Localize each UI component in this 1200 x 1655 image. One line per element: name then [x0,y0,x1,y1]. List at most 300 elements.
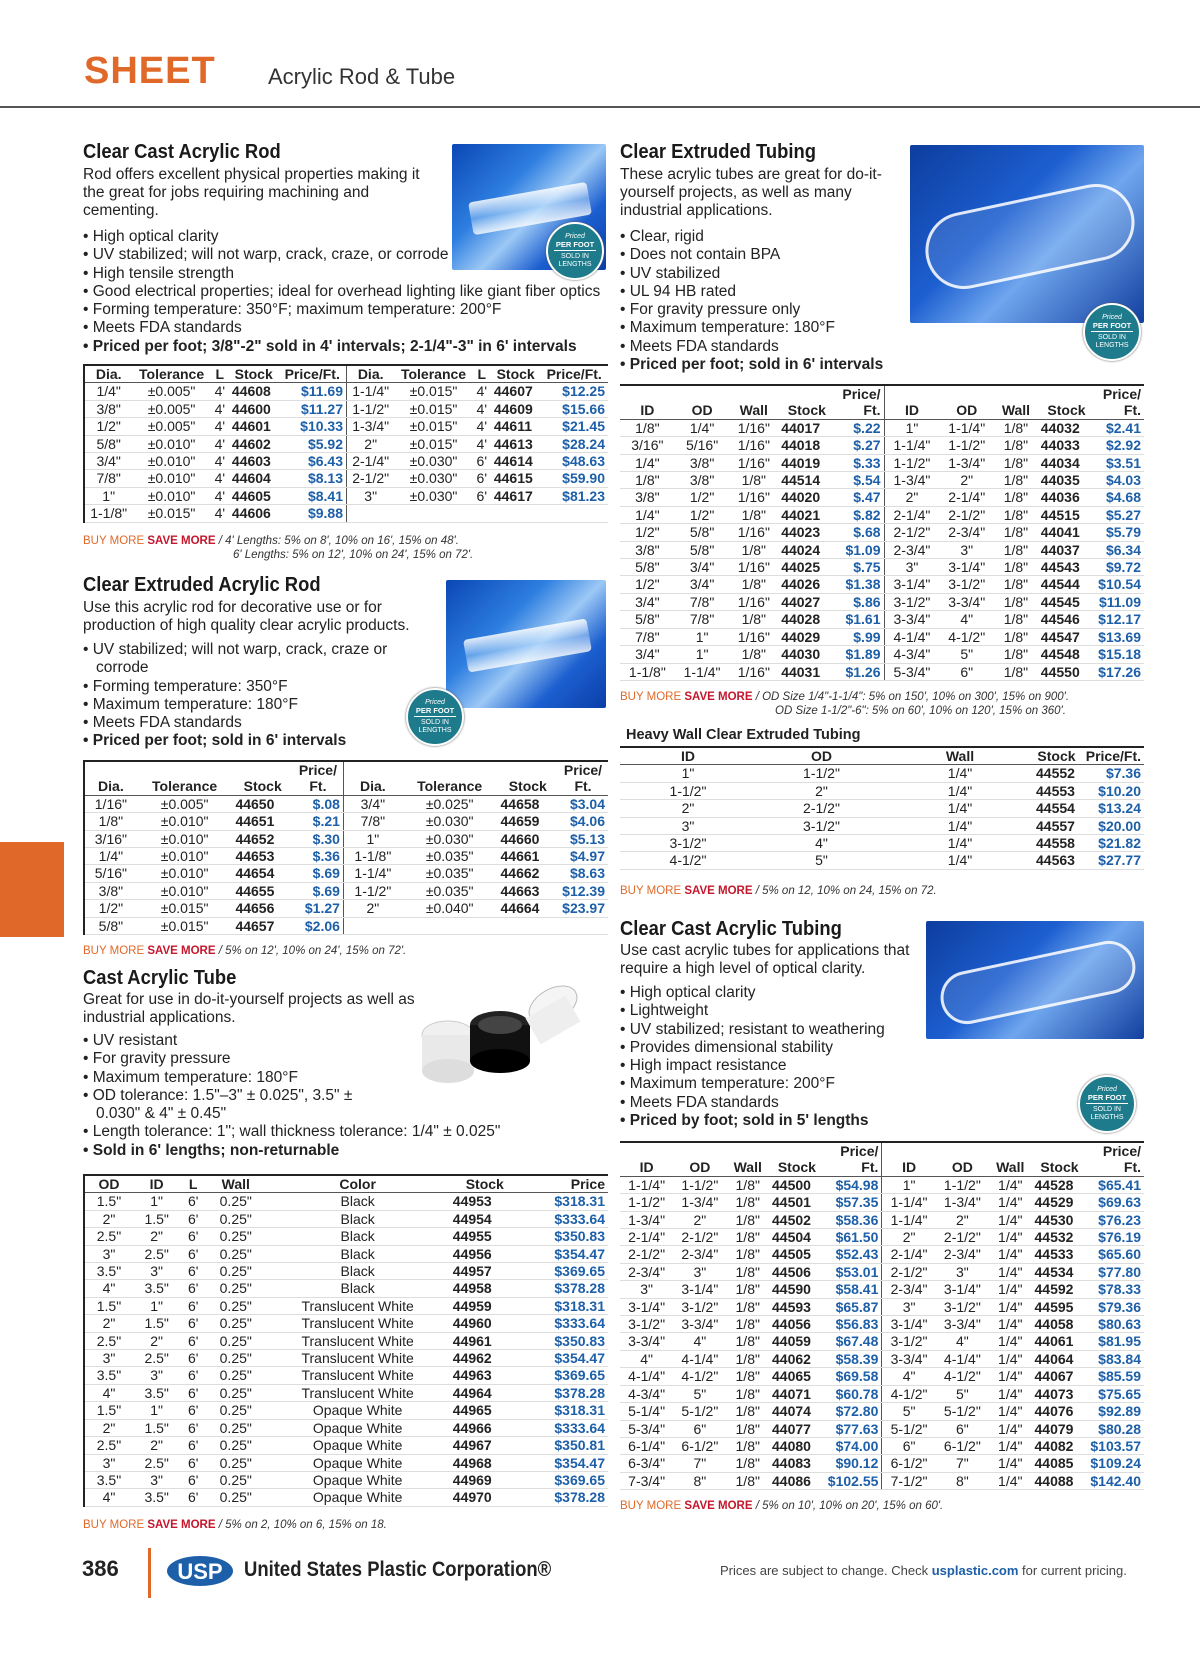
table-cell: 4' [211,400,229,417]
table-cell: 1/8" [994,646,1038,663]
table-cell: 1/4" [887,765,1033,782]
table-row [84,453,608,470]
stock-cell: 44600 [229,400,279,417]
stock-cell: 44595 [1032,1298,1088,1315]
table-cell: Opaque White [266,1419,450,1436]
stock-cell: 44026 [778,576,835,593]
table-cell: 1/8" [726,1350,769,1367]
stock-cell: 44593 [769,1298,825,1315]
table-cell: 3" [133,1471,180,1488]
table-cell [473,505,491,522]
table-cell: 6' [180,1367,206,1384]
table-cell: 4" [84,1489,133,1506]
feature-item: • Maximum temperature: 200°F [620,1075,1070,1093]
table-cell: 1/8" [726,1420,769,1437]
stock-cell: 44027 [778,593,835,610]
table-cell: ±0.010" [137,813,233,830]
price-cell: $1.09 [836,541,885,558]
feature-item: • UV stabilized [620,265,1020,283]
table-cell: 6' [180,1332,206,1349]
table-cell: 6' [180,1437,206,1454]
table-cell: 6-1/4" [620,1437,673,1454]
table-cell: 1-3/4" [620,1211,673,1228]
table-cell: 7/8" [675,593,730,610]
price-cell: $58.36 [825,1211,882,1228]
table-row [84,1437,608,1454]
table-cell: 3-1/4" [936,1281,989,1298]
stock-cell: 44962 [450,1350,520,1367]
stock-cell: 44662 [498,865,559,882]
price-cell: $1.38 [836,576,885,593]
table-cell: 4' [473,435,491,452]
table-cell: 1/8" [726,1333,769,1350]
stock-cell: 44023 [778,524,835,541]
price-cell: $1.89 [836,646,885,663]
table-cell: 4' [211,487,229,504]
table-cell: ±0.030" [402,813,498,830]
table-cell: 5/8" [620,559,675,576]
table-cell: ±0.015" [394,418,472,435]
table-cell: 6-1/2" [936,1437,989,1454]
table-cell: 2-1/2" [620,1246,673,1263]
price-cell: $10.33 [278,418,346,435]
price-cell: $77.80 [1087,1263,1144,1280]
heavy-wall-save-more: BUY MORE SAVE MORE / 5% on 12, 10% on 24, 15% on 72. [620,885,937,897]
table-cell: 0.25" [206,1297,266,1314]
table-cell: 2-1/2" [939,506,994,523]
table-cell: 3.5" [133,1384,180,1401]
price-cell: $333.64 [520,1315,608,1332]
table-cell: 6' [180,1489,206,1506]
table-row [620,1176,1144,1193]
table-cell: 1/8" [620,472,675,489]
table-cell: 3-1/2" [756,817,887,834]
table-cell: 3-1/2" [939,576,994,593]
table-row [84,505,608,522]
stock-cell: 44037 [1038,541,1095,558]
table-cell: 6' [180,1280,206,1297]
price-cell: $4.68 [1095,489,1144,506]
table-cell: ±0.015" [137,900,233,917]
table-row [84,1245,608,1262]
stock-cell: 44065 [769,1368,825,1385]
table-cell: 3-3/4" [936,1316,989,1333]
clear-cast-rod-save-more: BUY MORE SAVE MORE / 4' Lengths: 5% on 8', 10% on 16', 15% on 48'. 6' Lengths: 5% on 12', 10% on 24', 15% on 72'. [83,535,474,561]
stock-cell: 44607 [491,383,541,400]
clear-cast-tubing-save-more: BUY MORE SAVE MORE / 5% on 10', 10% on 20', 15% on 60'. [620,1500,944,1512]
price-cell: $56.83 [825,1316,882,1333]
table-row [620,1211,1144,1228]
table-row [620,852,1144,869]
table-row [620,593,1144,610]
stock-cell: 44563 [1033,852,1080,869]
price-cell: $59.90 [540,470,608,487]
stock-cell: 44061 [1032,1333,1088,1350]
table-cell: 1-1/2" [936,1176,989,1193]
table-cell: 5/8" [84,917,137,934]
price-cell: $354.47 [520,1350,608,1367]
table-cell: 6-3/4" [620,1455,673,1472]
price-cell: $4.06 [558,813,608,830]
table-cell: 7/8" [84,470,132,487]
stock-cell: 44657 [232,917,292,934]
table-row [84,470,608,487]
table-cell: 6' [180,1350,206,1367]
table-cell: 1/8" [726,1229,769,1246]
table-cell: 3" [620,817,756,834]
price-cell: $8.63 [558,865,608,882]
table-cell: 1/4" [989,1437,1032,1454]
stock-cell: 44548 [1038,646,1095,663]
table-cell: 2" [882,1229,936,1246]
price-cell: $23.97 [558,900,608,917]
stock-cell: 44530 [1032,1211,1088,1228]
table-cell: 1.5" [133,1315,180,1332]
stock-cell: 44590 [769,1281,825,1298]
table-cell: 4' [473,418,491,435]
feature-item: • Clear, rigid [620,228,1020,246]
price-cell: $.69 [293,882,344,899]
table-cell: 4' [211,453,229,470]
stock-cell: 44956 [450,1245,520,1262]
table-cell: 4' [211,470,229,487]
table-cell: Black [266,1280,450,1297]
table-cell: 1/4" [887,800,1033,817]
table-cell: 3/4" [343,795,401,812]
stock-cell: 44613 [491,435,541,452]
table-cell: 2-3/4" [620,1263,673,1280]
feature-item: • High tensile strength [83,265,608,283]
table-cell: 3.5" [84,1367,133,1384]
table-cell: 5" [936,1385,989,1402]
table-cell: 1/8" [994,559,1038,576]
table-cell: 4-1/4" [936,1350,989,1367]
stock-cell: 44515 [1038,506,1095,523]
table-cell: 6' [180,1315,206,1332]
table-cell: 2" [133,1228,180,1245]
stock-cell: 44969 [450,1471,520,1488]
table-cell: 2.5" [133,1454,180,1471]
table-cell: 2" [84,1419,133,1436]
table-cell: 1/2" [675,506,730,523]
price-cell: $369.65 [520,1367,608,1384]
price-cell: $67.48 [825,1333,882,1350]
table-cell: 3-1/2" [882,1333,936,1350]
table-cell: 1-1/8" [620,663,675,680]
table-row [84,813,608,830]
table-cell: 5" [882,1403,936,1420]
price-cell: $11.09 [1095,593,1144,610]
table-row [620,1316,1144,1333]
priced-per-foot-badge: Priced PER FOOT SOLD IN LENGTHS [1078,1075,1136,1133]
stock-cell: 44514 [778,472,835,489]
table-cell: 1.5" [84,1193,133,1210]
feature-item: • UV stabilized; will not warp, crack, craze, or corrode [83,246,608,264]
table-row [620,541,1144,558]
table-cell: 4-3/4" [620,1385,673,1402]
table-cell: 1/4" [989,1229,1032,1246]
stock-cell: 44558 [1033,835,1080,852]
table-cell: 1/16" [729,437,778,454]
clear-cast-tubing-title: Clear Cast Acrylic Tubing [620,918,842,940]
price-cell: $28.24 [540,435,608,452]
table-cell: 0.25" [206,1489,266,1506]
table-cell: 1/4" [989,1403,1032,1420]
table-cell: 3.5" [133,1489,180,1506]
table-row [620,1333,1144,1350]
table-cell: 1/8" [994,454,1038,471]
table-cell: 1-1/4" [343,865,401,882]
table-cell: 1/4" [675,419,730,436]
price-cell: $53.01 [825,1263,882,1280]
table-cell: 1/8" [726,1472,769,1489]
price-cell: $77.63 [825,1420,882,1437]
price-cell: $78.33 [1087,1281,1144,1298]
table-cell: 6" [939,663,994,680]
price-cell: $13.24 [1080,800,1144,817]
stock-cell: 44058 [1032,1316,1088,1333]
table-row [620,1194,1144,1211]
price-cell: $80.63 [1087,1316,1144,1333]
feature-item: • Sold in 6' lengths; non-returnable [83,1142,608,1160]
table-cell: 6" [673,1420,726,1437]
stock-cell: 44056 [769,1316,825,1333]
table-cell: 2" [133,1332,180,1349]
price-cell: $5.92 [278,435,346,452]
stock-cell: 44059 [769,1333,825,1350]
price-cell: $.75 [836,559,885,576]
table-cell: 1-1/4" [675,663,730,680]
price-cell: $5.13 [558,830,608,847]
cast-tube-features [83,1032,608,1160]
table-cell: 5/8" [675,524,730,541]
stock-cell: 44029 [778,628,835,645]
table-cell: 1/16" [729,593,778,610]
table-cell: 1/8" [726,1281,769,1298]
table-cell: 3" [133,1367,180,1384]
table-row [620,524,1144,541]
feature-item: • Priced by foot; sold in 5' lengths [620,1112,1070,1130]
table-cell: 3" [84,1454,133,1471]
table-cell: 1/4" [989,1176,1032,1193]
table-cell: 1/8" [729,506,778,523]
table-cell: 3-3/4" [882,1350,936,1367]
clear-cast-rod-features [83,228,608,356]
stock-cell: 44592 [1032,1281,1088,1298]
table-row [84,830,608,847]
table-row [84,1315,608,1332]
table-cell: 2" [620,800,756,817]
table-cell: 6" [936,1420,989,1437]
price-cell: $79.36 [1087,1298,1144,1315]
price-cell: $103.57 [1087,1437,1144,1454]
table-cell: 3-1/4" [620,1298,673,1315]
table-cell: 8" [936,1472,989,1489]
table-row [84,1297,608,1314]
stock-cell: 44041 [1038,524,1095,541]
table-cell: 4-1/4" [620,1368,673,1385]
table-cell: 1/8" [620,419,675,436]
table-cell: Opaque White [266,1471,450,1488]
table-cell: 3-1/4" [882,1316,936,1333]
table-row [84,882,608,899]
table-cell: Translucent White [266,1367,450,1384]
table-cell: 1/8" [726,1403,769,1420]
table-row [84,1332,608,1349]
stock-cell: 44505 [769,1246,825,1263]
table-cell: ±0.010" [137,830,233,847]
table-cell: 5/8" [675,541,730,558]
table-cell: 1/8" [994,489,1038,506]
table-cell: 2-1/2" [882,1263,936,1280]
table-cell: ±0.010" [137,848,233,865]
stock-cell: 44528 [1032,1176,1088,1193]
feature-item: • For gravity pressure only [620,301,1020,319]
table-cell: Black [266,1245,450,1262]
table-row [620,489,1144,506]
price-cell: $65.87 [825,1298,882,1315]
table-cell: 1-1/4" [347,383,395,400]
table-cell: Opaque White [266,1402,450,1419]
clear-cast-tubing-features [620,984,1070,1130]
price-cell: $.22 [836,419,885,436]
stock-cell: 44554 [1033,800,1080,817]
stock-cell: 44032 [1038,419,1095,436]
table-row [620,782,1144,799]
stock-cell: 44079 [1032,1420,1088,1437]
table-row [620,1385,1144,1402]
stock-cell: 44957 [450,1263,520,1280]
table-row [84,917,608,934]
table-cell: 3" [939,541,994,558]
table-cell: 6' [473,453,491,470]
table-cell: 3-1/2" [620,835,756,852]
table-cell: 1/8" [729,576,778,593]
table-row [620,419,1144,436]
table-cell: 1/8" [726,1385,769,1402]
table-cell: 7-3/4" [620,1472,673,1489]
table-cell: 5-1/4" [620,1403,673,1420]
table-cell: 6' [180,1193,206,1210]
table-cell [402,917,498,934]
table-cell: 1/4" [887,852,1033,869]
table-cell: 1/8" [994,437,1038,454]
table-cell: Black [266,1210,450,1227]
table-cell: 3" [84,1245,133,1262]
price-cell: $354.47 [520,1245,608,1262]
table-cell: 4" [620,1350,673,1367]
table-cell: 1.5" [133,1419,180,1436]
table-row [84,848,608,865]
stock-cell: 44606 [229,505,279,522]
table-cell: 3/8" [675,472,730,489]
price-cell: $48.63 [540,453,608,470]
table-row [620,1472,1144,1489]
price-cell: $5.27 [1095,506,1144,523]
table-cell: 1/8" [84,813,137,830]
table-cell: 1/16" [729,419,778,436]
table-row [620,1403,1144,1420]
stock-cell: 44544 [1038,576,1095,593]
stock-cell: 44959 [450,1297,520,1314]
stock-cell: 44605 [229,487,279,504]
table-cell: 4' [211,418,229,435]
table-cell: 1/16" [729,559,778,576]
price-cell: $58.41 [825,1281,882,1298]
stock-cell: 44611 [491,418,541,435]
table-cell: 0.25" [206,1454,266,1471]
price-cell: $11.27 [278,400,346,417]
table-row [84,900,608,917]
table-cell: 7" [673,1455,726,1472]
table-cell: 5-3/4" [884,663,939,680]
table-cell: 1/8" [994,524,1038,541]
feature-item: • Does not contain BPA [620,246,1020,264]
table-cell: 1/8" [726,1194,769,1211]
footer-divider [148,1548,151,1598]
side-tab [0,842,64,937]
table-cell: ±0.015" [394,435,472,452]
table-row [620,1281,1144,1298]
table-cell: 1/8" [994,576,1038,593]
clear-extruded-tubing-title: Clear Extruded Tubing [620,141,816,163]
table-cell: 4' [211,435,229,452]
price-cell: $2.92 [1095,437,1144,454]
stock-cell: 44653 [232,848,292,865]
table-cell: 1/8" [726,1437,769,1454]
table-cell: 2-1/4" [882,1246,936,1263]
table-cell: 4-1/4" [673,1350,726,1367]
table-cell: ±0.005" [137,795,233,812]
table-cell: ±0.010" [132,487,210,504]
table-cell: 0.25" [206,1471,266,1488]
price-cell: $.68 [836,524,885,541]
price-cell: $.36 [293,848,344,865]
table-cell: 1/4" [989,1455,1032,1472]
table-cell: 5" [756,852,887,869]
table-cell: 0.25" [206,1280,266,1297]
table-cell: 2.5" [133,1350,180,1367]
table-cell: 2-1/2" [673,1229,726,1246]
price-cell: $102.55 [825,1472,882,1489]
table-row [620,800,1144,817]
stock-cell: 44658 [498,795,559,812]
clear-cast-rod-table: Dia. Tolerance L Stock Price/Ft. Dia. Tolerance L Stock Price/Ft. 1/4" ±0.005" 4' 44608 $11.69 1-1/4" ±0.015" 4' 44607 $12.25 3/8" ±0.005" 4' 44600 $11.27 1-1/2" ±0.015" 4' 44609 $15.66 1/2" ±0.005" 4' 44601 $10.33 1-3/4" ±0.015" 4' 44611 $21.45 5/8" ±0.010" 4' 44602 $5.92 2" ±0.015" 4' 44613 $28.24 3/4" ±0.010" 4' 44603 $6.43 2-1/4" ±0.030" 6' 44614 $48.63 7/8" ±0.010" 4' 44604 $8.13 2-1/2" ±0.030" 6' 44615 $59.90 1" ±0.010" 4' 44605 $8.41 3" ±0.030" 6' 44617 $81.23 1-1/8" ±0.015" 4' 44606 $9.88 [83,364,608,523]
table-cell: 8" [673,1472,726,1489]
price-cell: $61.50 [825,1229,882,1246]
table-cell: 3" [882,1298,936,1315]
table-cell: 4" [882,1368,936,1385]
table-cell: 2" [84,1210,133,1227]
table-cell: 1" [675,628,730,645]
website-link[interactable]: usplastic.com [931,1563,1019,1578]
table-row [620,576,1144,593]
table-cell: 2-3/4" [884,541,939,558]
svg-text:USP: USP [177,1559,223,1584]
table-cell: ±0.005" [132,418,210,435]
table-cell: 4-1/2" [673,1368,726,1385]
table-cell: 3-1/4" [673,1281,726,1298]
table-row [620,646,1144,663]
table-cell: 2.5" [84,1228,133,1245]
table-cell: 3-3/4" [673,1316,726,1333]
table-cell: 3-1/2" [936,1298,989,1315]
table-cell: 3/16" [620,437,675,454]
table-cell: 3/16" [84,830,137,847]
table-cell: 1/4" [887,817,1033,834]
table-row [620,437,1144,454]
table-cell: 6' [180,1297,206,1314]
